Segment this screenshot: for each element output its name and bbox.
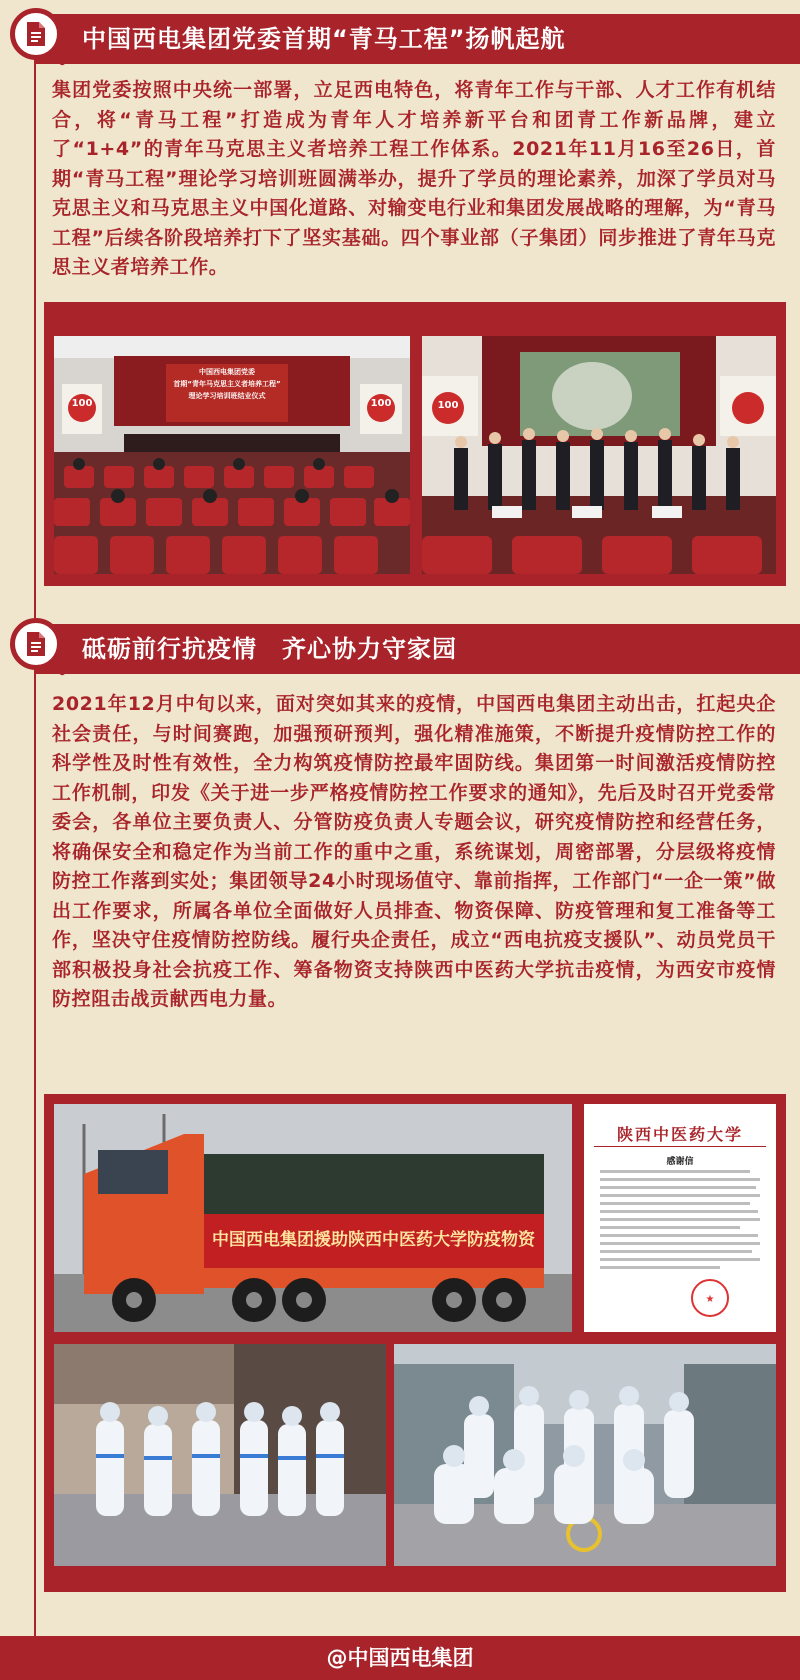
truck-banner: 中国西电集团援助陕西中医药大学防疫物资 — [212, 1230, 535, 1250]
document-magnifier-icon — [10, 618, 62, 670]
volunteers-photo-1 — [54, 1344, 386, 1566]
section1-header — [34, 14, 800, 64]
banner-100-left: 100 — [71, 398, 93, 409]
timeline-line — [34, 40, 36, 1640]
section2-title: 砥砺前行抗疫情 齐心协力守家园 — [82, 635, 457, 663]
volunteers-photo-2 — [394, 1344, 776, 1566]
svg-text:★: ★ — [705, 1294, 715, 1305]
section1-photo-panel — [44, 302, 786, 586]
screen-line2: 首期“青年马克思主义者培养工程” — [173, 380, 281, 388]
screen-line1: 中国西电集团党委 — [199, 368, 255, 376]
letter-heading: 感谢信 — [666, 1157, 694, 1167]
screen-line3: 理论学习培训班结业仪式 — [188, 392, 266, 400]
stage-performance-photo — [422, 336, 776, 574]
truck-photo — [54, 1104, 572, 1332]
section1-paragraph: 集团党委按照中央统一部署，立足西电特色，将青年工作与干部、人才工作有机结合，将“青马工程”打造成为青年人才培养新平台和团青工作新品牌，建立了“1+4”的青年马克思主义者培养工程工作体系。2021年11月16至26日，首期“青马工程”理论学习培训班圆满举办，提升了学员的理论素养，加深了学员对马克思主义和马克思主义中国化道路、对输变电行业和集团发展战略的理解，为“青马工程”后续各阶段培养打下了坚实基础。四个事业部（子集团）同步推进了青年马克思主义者培养工作。 — [52, 79, 776, 278]
document-magnifier-icon — [10, 8, 62, 60]
footer-bar — [0, 1636, 800, 1680]
section2-photo-panel — [44, 1094, 786, 1592]
banner-100-right: 100 — [370, 398, 392, 409]
meeting-hall-photo — [54, 336, 410, 574]
footer-text: @中国西电集团 — [326, 1646, 474, 1670]
section2-header — [34, 624, 800, 674]
banner-100-stage: 100 — [437, 400, 459, 411]
letter-school-name: 陕西中医药大学 — [616, 1125, 743, 1144]
thank-you-letter — [584, 1104, 776, 1332]
section2-paragraph: 2021年12月中旬以来，面对突如其来的疫情，中国西电集团主动出击，扛起央企社会责任，与时间赛跑，加强预研预判，强化精准施策，不断提升疫情防控工作的科学性及时性有效性，全力构筑疫情防控最牢固防线。集团第一时间激活疫情防控工作机制，印发《关于进一步严格疫情防控工作要求的通知》，先后及时召开党委常委会，各单位主要负责人、分管防疫负责人专题会议，研究疫情防控和经营任务，将确保安全和稳定作为当前工作的重中之重，系统谋划，周密部署，分层级将疫情防控工作落到实处；集团领导24小时现场值守、靠前指挥，工作部门“一企一策”做出工作要求，所属各单位全面做好人员排查、物资保障、防疫管理和复工准备等工作，坚决守住疫情防控防线。履行央企责任，成立“西电抗疫支援队”、动员党员干部积极投身社会抗疫工作、筹备物资支持陕西中医药大学抗击疫情，为西安市疫情防控阻击战贡献西电力量。 — [52, 693, 776, 1010]
section1-title: 中国西电集团党委首期“青马工程”扬帆起航 — [82, 25, 566, 53]
